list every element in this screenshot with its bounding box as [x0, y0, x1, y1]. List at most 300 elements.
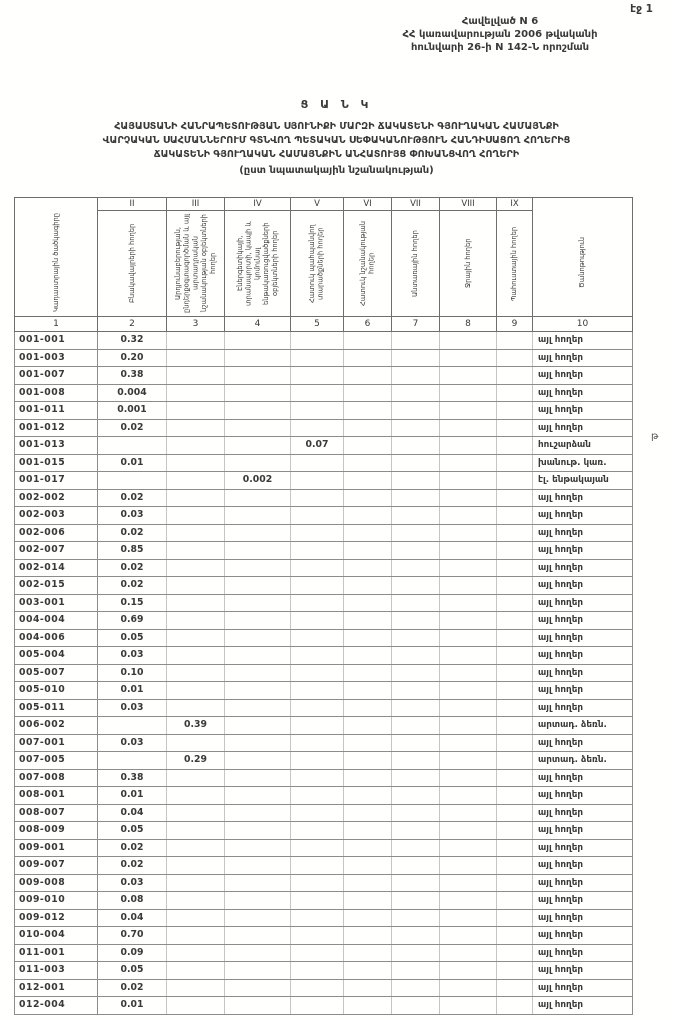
column-roman-numeral: VIII: [440, 198, 496, 211]
area-value-cell: [497, 507, 533, 525]
area-value-cell: 0.07: [291, 437, 344, 455]
land-table: [14, 197, 633, 1015]
table-row: [15, 332, 633, 350]
area-value-cell: [291, 857, 344, 875]
cadastral-code-cell: 011-003: [15, 962, 98, 980]
column-header: [440, 198, 497, 317]
area-value-cell: [225, 577, 291, 595]
column-index: 7: [392, 317, 440, 332]
area-value-cell: [440, 804, 497, 822]
area-value-cell: [167, 787, 225, 805]
area-value-cell: [440, 717, 497, 735]
area-value-cell: [344, 629, 392, 647]
area-value-cell: [291, 944, 344, 962]
area-value-cell: 0.03: [98, 874, 167, 892]
area-value-cell: [344, 542, 392, 560]
area-value-cell: [225, 682, 291, 700]
area-value-cell: 0.70: [98, 927, 167, 945]
area-value-cell: [225, 402, 291, 420]
table-row: [15, 787, 633, 805]
column-index: 8: [440, 317, 497, 332]
area-value-cell: [497, 822, 533, 840]
area-value-cell: 0.03: [98, 734, 167, 752]
cadastral-code-cell: 001-001: [15, 332, 98, 350]
area-value-cell: 0.02: [98, 524, 167, 542]
area-value-cell: [497, 612, 533, 630]
column-label-vertical: Ջրային հողեր: [463, 238, 472, 289]
cadastral-code-cell: 002-015: [15, 577, 98, 595]
area-value-cell: [344, 804, 392, 822]
cadastral-code-cell: 007-005: [15, 752, 98, 770]
area-value-cell: 0.09: [98, 944, 167, 962]
area-value-cell: [167, 927, 225, 945]
area-value-cell: [440, 979, 497, 997]
area-value-cell: [392, 524, 440, 542]
table-row: [15, 822, 633, 840]
area-value-cell: [167, 734, 225, 752]
area-value-cell: [440, 594, 497, 612]
area-value-cell: [497, 384, 533, 402]
area-value-cell: [497, 944, 533, 962]
area-value-cell: [167, 769, 225, 787]
column-roman-numeral: IX: [497, 198, 532, 211]
note-cell: այլ հողեր: [533, 997, 633, 1015]
column-header: [291, 198, 344, 317]
cadastral-code-cell: 002-002: [15, 489, 98, 507]
column-index: 6: [344, 317, 392, 332]
area-value-cell: [225, 559, 291, 577]
cadastral-code-cell: 009-010: [15, 892, 98, 910]
area-value-cell: [98, 472, 167, 490]
table-row: [15, 857, 633, 875]
title-subtitle: (ըստ նպատակային նշանակության): [239, 165, 434, 176]
table-row: [15, 717, 633, 735]
cadastral-code-cell: 007-001: [15, 734, 98, 752]
area-value-cell: 0.04: [98, 909, 167, 927]
area-value-cell: [440, 944, 497, 962]
area-value-cell: [497, 979, 533, 997]
area-value-cell: [98, 717, 167, 735]
area-value-cell: [497, 577, 533, 595]
area-value-cell: [344, 997, 392, 1015]
column-roman-numeral: VI: [344, 198, 391, 211]
area-value-cell: 0.02: [98, 559, 167, 577]
area-value-cell: [167, 402, 225, 420]
area-value-cell: [392, 489, 440, 507]
area-value-cell: [344, 752, 392, 770]
area-value-cell: [497, 664, 533, 682]
area-value-cell: [497, 699, 533, 717]
cadastral-code-cell: 010-004: [15, 927, 98, 945]
area-value-cell: 0.001: [98, 402, 167, 420]
area-value-cell: [167, 332, 225, 350]
area-value-cell: [392, 612, 440, 630]
table-row: [15, 892, 633, 910]
area-value-cell: [167, 384, 225, 402]
area-value-cell: [167, 664, 225, 682]
area-value-cell: 0.03: [98, 507, 167, 525]
area-value-cell: [167, 594, 225, 612]
note-cell: այլ հողեր: [533, 367, 633, 385]
cadastral-code-cell: 012-001: [15, 979, 98, 997]
table-row: [15, 437, 633, 455]
table-row: [15, 752, 633, 770]
area-value-cell: [392, 629, 440, 647]
column-label-vertical: Արդյունաբերության, ընդերքօգտագործման և այլ արտադրական նշանակության օբյեկտների հողեր: [173, 214, 217, 313]
column-header: [392, 198, 440, 317]
area-value-cell: 0.38: [98, 769, 167, 787]
area-value-cell: [392, 874, 440, 892]
area-value-cell: [440, 664, 497, 682]
area-value-cell: [392, 419, 440, 437]
cadastral-code-cell: 009-012: [15, 909, 98, 927]
area-value-cell: 0.01: [98, 682, 167, 700]
area-value-cell: [291, 874, 344, 892]
area-value-cell: [98, 437, 167, 455]
area-value-cell: [291, 892, 344, 910]
area-value-cell: [291, 927, 344, 945]
note-cell: այլ հողեր: [533, 507, 633, 525]
table-row: [15, 962, 633, 980]
area-value-cell: [225, 664, 291, 682]
note-cell: այլ հողեր: [533, 682, 633, 700]
area-value-cell: 0.002: [225, 472, 291, 490]
title-line: ՎԱՐՉԱԿԱՆ ՍԱՀՄԱՆՆԵՐՈՒՄ ԳՏՆՎՈՂ ՊԵՏԱԿԱՆ ՍԵՓԱԿԱՆՈՒԹՅՈՒՆ ՀԱՆԴԻՍԱՑՈՂ ՀՈՂԵՐԻՑ: [102, 135, 571, 146]
area-value-cell: [440, 332, 497, 350]
area-value-cell: [167, 944, 225, 962]
table-row: [15, 349, 633, 367]
cadastral-code-cell: 012-004: [15, 997, 98, 1015]
table-row: [15, 577, 633, 595]
annex-header: [335, 15, 665, 54]
area-value-cell: [344, 559, 392, 577]
area-value-cell: [497, 734, 533, 752]
area-value-cell: [167, 559, 225, 577]
area-value-cell: [344, 454, 392, 472]
note-cell: այլ հողեր: [533, 419, 633, 437]
annex-header-line: ՀՀ կառավարության 2006 թվականի: [402, 29, 598, 40]
cadastral-code-cell: 001-007: [15, 367, 98, 385]
area-value-cell: [98, 752, 167, 770]
area-value-cell: [225, 997, 291, 1015]
area-value-cell: [440, 752, 497, 770]
note-cell: այլ հողեր: [533, 944, 633, 962]
area-value-cell: [167, 874, 225, 892]
table-head: [15, 198, 633, 332]
area-value-cell: [167, 682, 225, 700]
cadastral-code-cell: 002-007: [15, 542, 98, 560]
area-value-cell: [225, 419, 291, 437]
area-value-cell: [344, 349, 392, 367]
area-value-cell: [440, 384, 497, 402]
column-header: [533, 198, 633, 317]
table-row: [15, 909, 633, 927]
cadastral-code-cell: 005-010: [15, 682, 98, 700]
note-cell: այլ հողեր: [533, 349, 633, 367]
note-cell: այլ հողեր: [533, 647, 633, 665]
note-cell: հուշարձան: [533, 437, 633, 455]
area-value-cell: [291, 577, 344, 595]
column-header: [15, 198, 98, 317]
area-value-cell: [167, 349, 225, 367]
area-value-cell: [225, 822, 291, 840]
area-value-cell: [392, 752, 440, 770]
area-value-cell: [392, 927, 440, 945]
area-value-cell: [497, 489, 533, 507]
area-value-cell: [440, 647, 497, 665]
note-cell: այլ հողեր: [533, 909, 633, 927]
column-label-vertical: Հատուկ պահպանվող տարածքների հողեր: [308, 224, 325, 303]
note-cell: արտադ. ձեռն.: [533, 752, 633, 770]
area-value-cell: [497, 419, 533, 437]
area-value-cell: [440, 524, 497, 542]
note-cell: այլ հողեր: [533, 612, 633, 630]
area-value-cell: [291, 402, 344, 420]
area-value-cell: [392, 349, 440, 367]
area-value-cell: [167, 577, 225, 595]
cadastral-code-cell: 004-004: [15, 612, 98, 630]
area-value-cell: 0.29: [167, 752, 225, 770]
note-cell: այլ հողեր: [533, 769, 633, 787]
area-value-cell: [344, 507, 392, 525]
area-value-cell: [167, 839, 225, 857]
area-value-cell: [497, 927, 533, 945]
area-value-cell: [344, 664, 392, 682]
cadastral-code-cell: 009-008: [15, 874, 98, 892]
area-value-cell: [344, 437, 392, 455]
area-value-cell: [167, 857, 225, 875]
column-index: 2: [98, 317, 167, 332]
title-word: Ց Ա Ն Կ: [300, 98, 373, 111]
area-value-cell: [344, 384, 392, 402]
column-label-vertical: Ծանոթություն: [578, 237, 587, 289]
area-value-cell: [392, 717, 440, 735]
area-value-cell: [440, 367, 497, 385]
area-value-cell: [291, 349, 344, 367]
area-value-cell: [225, 349, 291, 367]
area-value-cell: [225, 507, 291, 525]
area-value-cell: [225, 979, 291, 997]
cadastral-code-cell: 008-001: [15, 787, 98, 805]
note-cell: այլ հողեր: [533, 402, 633, 420]
annex-header-line: Հավելված N 6: [461, 16, 539, 27]
area-value-cell: [440, 349, 497, 367]
area-value-cell: [392, 997, 440, 1015]
area-value-cell: [440, 559, 497, 577]
area-value-cell: [291, 839, 344, 857]
area-value-cell: [440, 839, 497, 857]
area-value-cell: 0.20: [98, 349, 167, 367]
area-value-cell: [167, 892, 225, 910]
area-value-cell: [440, 769, 497, 787]
cadastral-code-cell: 001-003: [15, 349, 98, 367]
table-row: [15, 594, 633, 612]
area-value-cell: [440, 454, 497, 472]
cadastral-code-cell: 001-015: [15, 454, 98, 472]
area-value-cell: [291, 419, 344, 437]
area-value-cell: 0.04: [98, 804, 167, 822]
area-value-cell: [392, 542, 440, 560]
area-value-cell: 0.02: [98, 489, 167, 507]
cadastral-code-cell: 006-002: [15, 717, 98, 735]
note-cell: այլ հողեր: [533, 734, 633, 752]
area-value-cell: [392, 332, 440, 350]
area-value-cell: [225, 944, 291, 962]
area-value-cell: [167, 542, 225, 560]
area-value-cell: [392, 734, 440, 752]
area-value-cell: [344, 419, 392, 437]
area-value-cell: [344, 927, 392, 945]
area-value-cell: [497, 874, 533, 892]
area-value-cell: [497, 787, 533, 805]
area-value-cell: [392, 892, 440, 910]
table-row: [15, 699, 633, 717]
note-cell: այլ հողեր: [533, 489, 633, 507]
area-value-cell: [497, 769, 533, 787]
area-value-cell: [440, 612, 497, 630]
cadastral-code-cell: 001-017: [15, 472, 98, 490]
cadastral-code-cell: 002-014: [15, 559, 98, 577]
area-value-cell: [392, 822, 440, 840]
area-value-cell: [167, 419, 225, 437]
area-value-cell: [167, 979, 225, 997]
table-row: [15, 524, 633, 542]
area-value-cell: [344, 874, 392, 892]
cadastral-code-cell: 003-001: [15, 594, 98, 612]
area-value-cell: [497, 647, 533, 665]
area-value-cell: [291, 769, 344, 787]
column-label-vertical: Էներգետիկայի, տրանսպորտի, կապի և կոմունալ ենթակառուցվածքների օբյեկտների հողեր: [235, 221, 279, 306]
area-value-cell: 0.15: [98, 594, 167, 612]
area-value-cell: [344, 682, 392, 700]
area-value-cell: [291, 822, 344, 840]
area-value-cell: 0.02: [98, 839, 167, 857]
area-value-cell: [392, 699, 440, 717]
area-value-cell: [392, 769, 440, 787]
note-cell: խանութ. կառ.: [533, 454, 633, 472]
area-value-cell: [291, 962, 344, 980]
table-row: [15, 489, 633, 507]
area-value-cell: [167, 524, 225, 542]
area-value-cell: [392, 787, 440, 805]
area-value-cell: [291, 524, 344, 542]
area-value-cell: 0.03: [98, 647, 167, 665]
area-value-cell: [440, 472, 497, 490]
area-value-cell: [440, 927, 497, 945]
column-index: 10: [533, 317, 633, 332]
note-cell: այլ հողեր: [533, 559, 633, 577]
table-row: [15, 384, 633, 402]
cadastral-code-cell: 001-008: [15, 384, 98, 402]
column-index: 3: [167, 317, 225, 332]
area-value-cell: [440, 892, 497, 910]
table-row: [15, 647, 633, 665]
note-cell: այլ հողեր: [533, 804, 633, 822]
area-value-cell: [392, 577, 440, 595]
area-value-cell: [291, 594, 344, 612]
area-value-cell: 0.05: [98, 962, 167, 980]
table-row: [15, 944, 633, 962]
column-roman-numeral: II: [98, 198, 166, 211]
area-value-cell: [291, 629, 344, 647]
cadastral-code-cell: 002-006: [15, 524, 98, 542]
area-value-cell: [344, 909, 392, 927]
area-value-cell: [344, 839, 392, 857]
table-row: [15, 664, 633, 682]
area-value-cell: [392, 559, 440, 577]
area-value-cell: [225, 769, 291, 787]
area-value-cell: [291, 559, 344, 577]
area-value-cell: [167, 367, 225, 385]
area-value-cell: [167, 962, 225, 980]
note-cell: այլ հողեր: [533, 577, 633, 595]
area-value-cell: [291, 752, 344, 770]
area-value-cell: [291, 997, 344, 1015]
area-value-cell: [291, 699, 344, 717]
area-value-cell: [344, 717, 392, 735]
table-row: [15, 419, 633, 437]
area-value-cell: [392, 979, 440, 997]
area-value-cell: [392, 647, 440, 665]
area-value-cell: [167, 997, 225, 1015]
note-cell: այլ հողեր: [533, 874, 633, 892]
area-value-cell: [225, 839, 291, 857]
area-value-cell: [291, 489, 344, 507]
cadastral-code-cell: 008-009: [15, 822, 98, 840]
area-value-cell: [167, 822, 225, 840]
area-value-cell: [225, 962, 291, 980]
area-value-cell: [344, 857, 392, 875]
column-label-vertical: Բնակավայրերի հողեր: [127, 223, 136, 304]
area-value-cell: [344, 944, 392, 962]
area-value-cell: [344, 577, 392, 595]
area-value-cell: 0.02: [98, 577, 167, 595]
area-value-cell: 0.05: [98, 822, 167, 840]
column-roman-numeral: III: [167, 198, 224, 211]
area-value-cell: [291, 734, 344, 752]
area-value-cell: [440, 402, 497, 420]
area-value-cell: 0.004: [98, 384, 167, 402]
area-value-cell: [344, 594, 392, 612]
area-value-cell: [392, 367, 440, 385]
area-value-cell: [291, 332, 344, 350]
area-value-cell: [225, 909, 291, 927]
area-value-cell: [225, 489, 291, 507]
area-value-cell: [291, 647, 344, 665]
area-value-cell: [167, 629, 225, 647]
area-value-cell: [291, 909, 344, 927]
area-value-cell: [440, 419, 497, 437]
cadastral-code-cell: 005-011: [15, 699, 98, 717]
area-value-cell: 0.85: [98, 542, 167, 560]
area-value-cell: [440, 489, 497, 507]
table-row: [15, 402, 633, 420]
area-value-cell: [344, 612, 392, 630]
area-value-cell: [225, 927, 291, 945]
area-value-cell: [497, 839, 533, 857]
column-header: [167, 198, 225, 317]
area-value-cell: [497, 402, 533, 420]
area-value-cell: [291, 717, 344, 735]
area-value-cell: [392, 664, 440, 682]
area-value-cell: [225, 892, 291, 910]
area-value-cell: [497, 594, 533, 612]
title-line: ՀԱՅԱՍՏԱՆԻ ՀԱՆՐԱՊԵՏՈՒԹՅԱՆ ՍՅՈՒՆԻՔԻ ՄԱՐԶԻ ՃԱԿԱՏԵՆԻ ԳՅՈՒՂԱԿԱՆ ՀԱՄԱՅՆՔԻ: [114, 121, 559, 132]
area-value-cell: [344, 524, 392, 542]
area-value-cell: [225, 717, 291, 735]
area-value-cell: [497, 472, 533, 490]
area-value-cell: [440, 699, 497, 717]
